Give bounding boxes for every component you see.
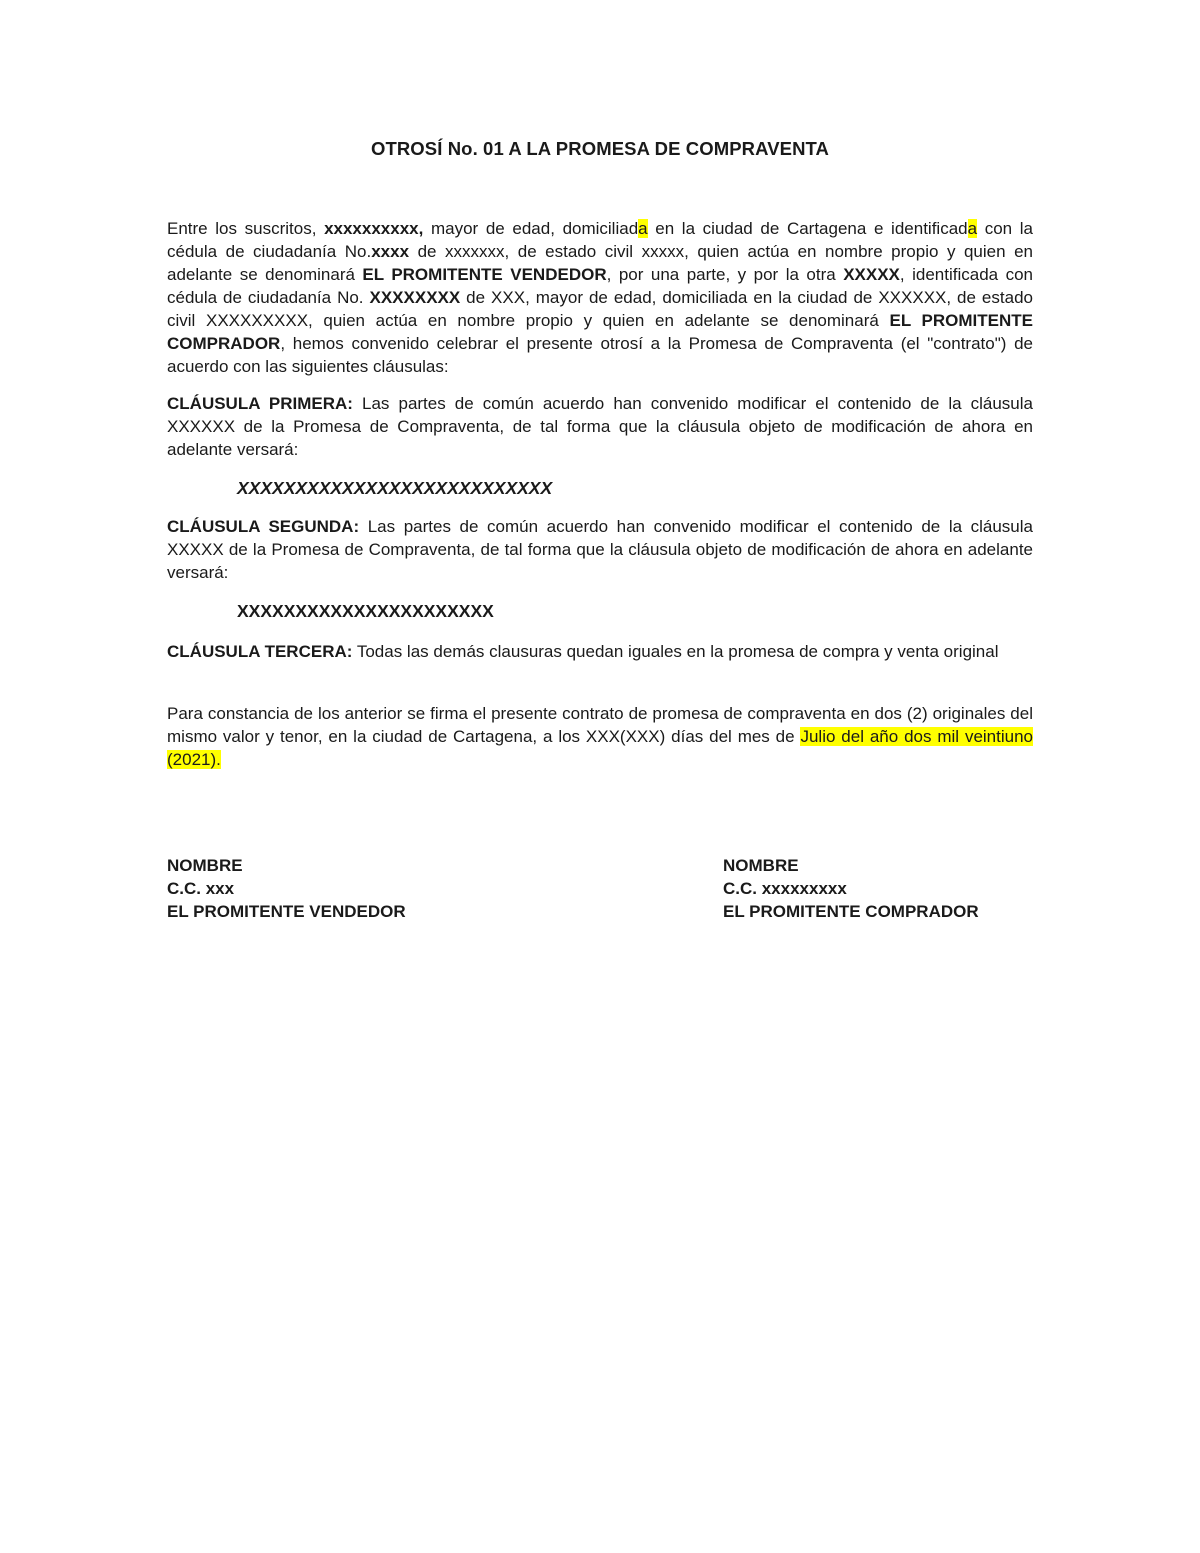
intro-text: mayor de edad, domiciliad [423,219,639,238]
intro-text: , por una parte, y por la otra [606,265,844,284]
clause-text: Las partes de común acuerdo han convenido modificar el contenido de la cláusula XXXXXX de la Promesa de Compraventa, de tal forma que la cláusula objeto de modificación de ahora en adelante versará: [167,394,1033,459]
intro-paragraph [167,217,1033,378]
intro-text: , hemos convenido celebrar el presente otrosí a la Promesa de Compraventa (el "contrato") de acuerdo con las siguientes cláusulas: [167,334,1033,376]
seller-name: xxxxxxxxxx, [324,219,424,238]
highlighted-text: a [967,219,978,238]
signature-id: C.C. xxxxxxxxx [723,879,847,898]
seller-id: xxxx [371,242,410,261]
signature-role: EL PROMITENTE VENDEDOR [167,902,406,921]
signature-role: EL PROMITENTE COMPRADOR [723,902,979,921]
intro-text: en la ciudad de Cartagena e identificad [647,219,968,238]
buyer-signature-block [723,854,979,923]
buyer-name: XXXXX [843,265,900,284]
closing-text: Para constancia de los anterior se firma el presente contrato de promesa de compraventa en dos (2) originales del mismo valor y tenor, en la ciudad de Cartagena, a los XXX(XXX) días del mes de [167,704,1033,746]
clause-tercera [167,640,1033,663]
clause-label: CLÁUSULA TERCERA: [167,642,353,661]
clause-label: CLÁUSULA PRIMERA: [167,394,353,413]
clause-placeholder: XXXXXXXXXXXXXXXXXXXXXX [237,601,494,621]
highlighted-date: Julio del año dos mil veintiuno (2021). [167,727,1033,769]
buyer-id: XXXXXXXX [369,288,461,307]
highlighted-text: a [638,219,648,238]
intro-text: Entre los suscritos, [167,219,325,238]
seller-signature-block [167,854,406,923]
signature-id: C.C. xxx [167,879,235,898]
buyer-role: EL PROMITENTE COMPRADOR [167,311,1033,353]
clause-text: Todas las demás clausuras quedan iguales en la promesa de compra y venta original [352,642,999,661]
closing-paragraph [167,702,1033,771]
clause-label: CLÁUSULA SEGUNDA: [167,517,360,536]
signature-name: NOMBRE [167,856,243,875]
clause-text: Las partes de común acuerdo han convenido modificar el contenido de la cláusula XXXXX de la Promesa de Compraventa, de tal forma que la cláusula objeto de modificación de ahora en adelante versará: [167,517,1033,582]
clause-placeholder: XXXXXXXXXXXXXXXXXXXXXXXXXXX [237,478,553,498]
document-title: OTROSÍ No. 01 A LA PROMESA DE COMPRAVENTA [370,138,830,159]
clause-segunda [167,515,1033,584]
intro-text: de XXX, mayor de edad, domiciliada en la ciudad de XXXXXX, de estado civil XXXXXXXXX, quien actúa en nombre propio y quien en adelante se denominará [167,288,1033,330]
intro-text: de xxxxxxx, de estado civil xxxxx, quien actúa en nombre propio y quien en adelante se denominará [167,242,1033,284]
clause-primera [167,392,1033,461]
seller-role: EL PROMITENTE VENDEDOR [362,265,607,284]
intro-text: , identificada con cédula de ciudadanía No. [167,265,1034,307]
intro-text: con la cédula de ciudadanía No. [167,219,1033,261]
signature-name: NOMBRE [723,856,799,875]
